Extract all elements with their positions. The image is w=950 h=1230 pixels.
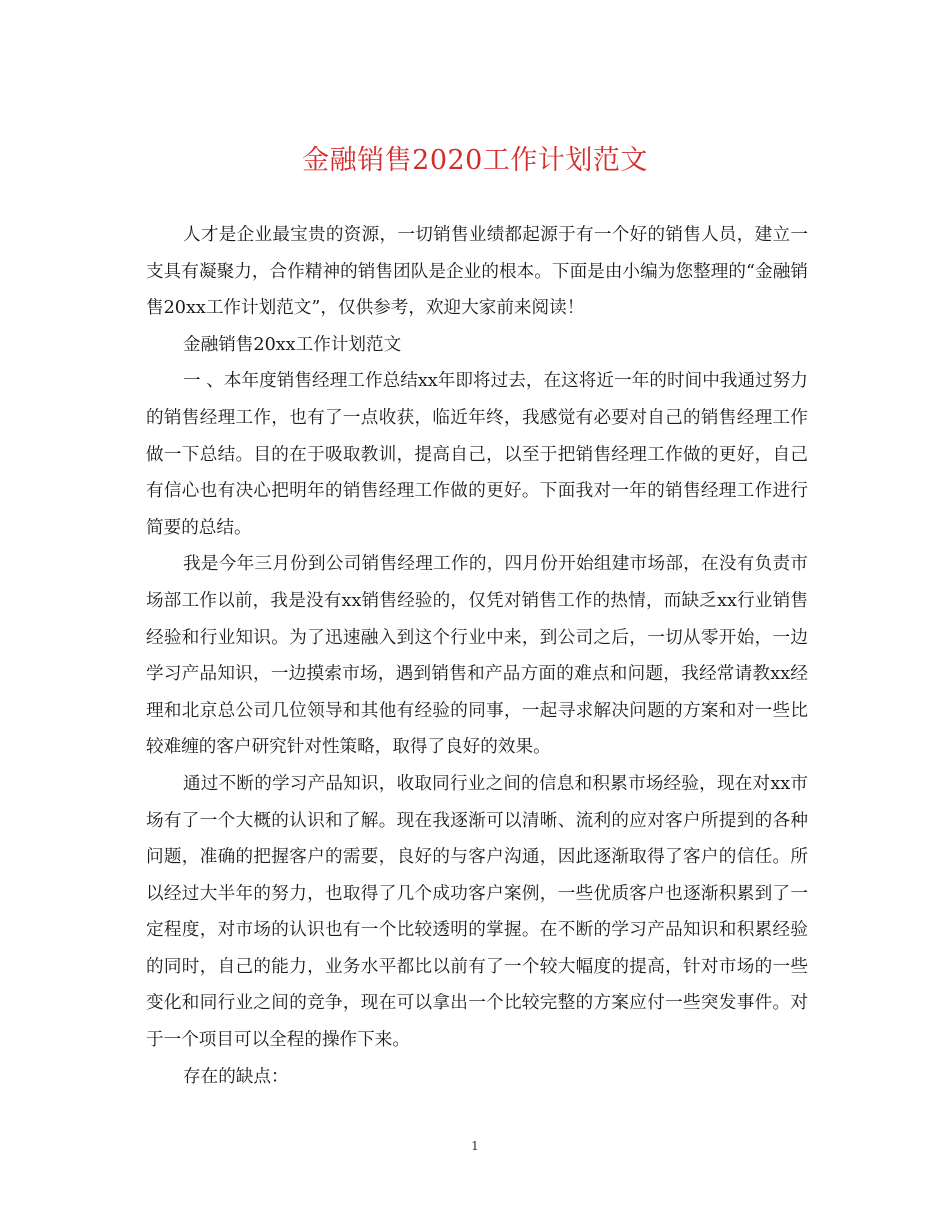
progress-paragraph: 通过不断的学习产品知识，收取同行业之间的信息和积累市场经验，现在对xx市场有了一个大概的认识和了解。现在我逐渐可以清晰、流利的应对客户所提到的各种问题，准确的把握客户的需要，良好的与客户沟通，因此逐渐取得了客户的信任。所以经过大半年的努力，也取得了几个成功客户案例，一些优质客户也逐渐积累到了一定程度，对市场的认识也有一个比较透明的掌握。在不断的学习产品知识和积累经验的同时，自己的能力，业务水平都比以前有了一个较大幅度的提高，针对市场的一些变化和同行业之间的竞争，现在可以拿出一个比较完整的方案应付一些突发事件。对于一个项目可以全程的操作下来。: [146, 773, 808, 1051]
page-number: 1: [471, 1139, 479, 1153]
section-heading: 金融销售20xx工作计划范文: [183, 334, 402, 355]
page-title: 金融销售2020工作计划范文: [302, 145, 648, 176]
shortcomings-heading: 存在的缺点：: [183, 1066, 289, 1087]
summary-paragraph: 一 、本年度销售经理工作总结xx年即将过去，在这将近一年的时间中我通过努力的销售经理工作，也有了一点收获，临近年终，我感觉有必要对自己的销售经理工作做一下总结。目的在于吸取教训，提高自己，以至于把销售经理工作做的更好，自己有信心也有决心把明年的销售经理工作做的更好。下面我对一年的销售经理工作进行简要的总结。: [146, 371, 808, 538]
experience-paragraph: 我是今年三月份到公司销售经理工作的，四月份开始组建市场部，在没有负责市场部工作以前，我是没有xx销售经验的，仅凭对销售工作的热情，而缺乏xx行业销售经验和行业知识。为了迅速融入到这个行业中来，到公司之后，一切从零开始，一边学习产品知识，一边摸索市场，遇到销售和产品方面的难点和问题，我经常请教xx经理和北京总公司几位领导和其他有经验的同事，一起寻求解决问题的方案和对一些比较难缠的客户研究针对性策略，取得了良好的效果。: [146, 554, 808, 758]
document-body: [146, 217, 808, 1095]
intro-paragraph: 人才是企业最宝贵的资源，一切销售业绩都起源于有一个好的销售人员，建立一支具有凝聚力，合作精神的销售团队是企业的根本。下面是由小编为您整理的“金融销售20xx工作计划范文”，仅供参考，欢迎大家前来阅读！: [146, 225, 808, 319]
